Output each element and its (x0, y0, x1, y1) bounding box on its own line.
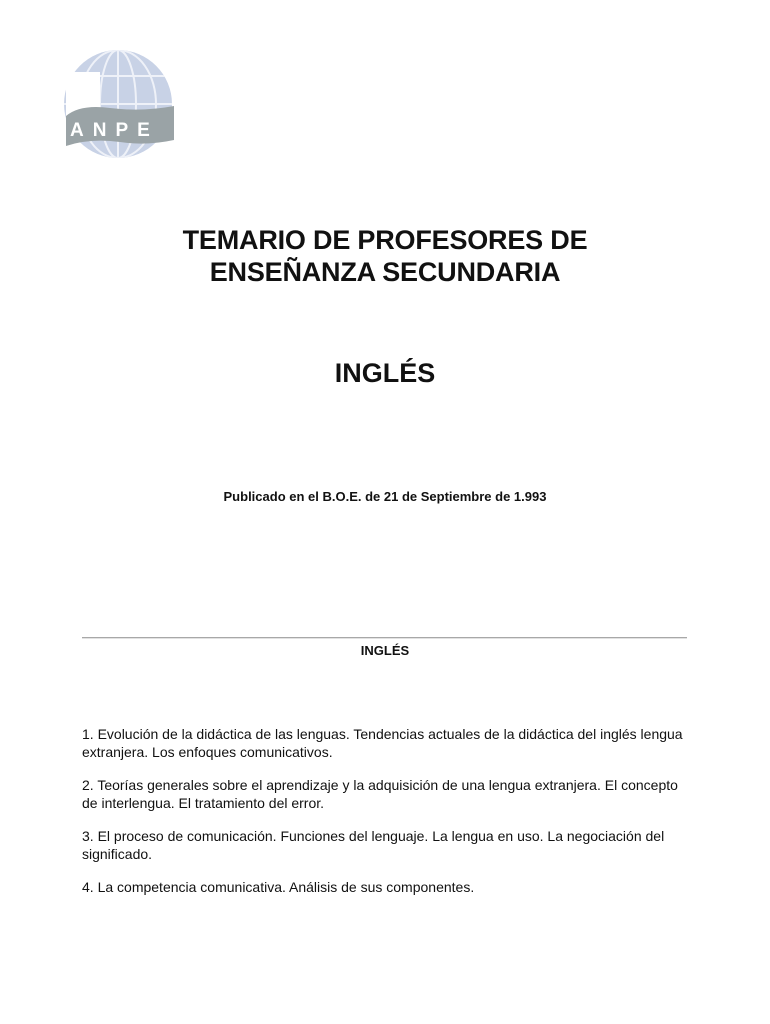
topic-item: 3. El proceso de comunicación. Funciones del lenguaje. La lengua en uso. La negociación del significado. (82, 828, 665, 862)
title-line-1: TEMARIO DE PROFESORES DE (182, 225, 588, 255)
globe-logo-icon (50, 42, 190, 168)
title-line-2: ENSEÑANZA SECUNDARIA (209, 257, 561, 287)
topic-list (82, 725, 687, 911)
anpe-logo (50, 42, 190, 168)
topic-item: 2. Teorías generales sobre el aprendizaje y la adquisición de una lengua extranjera. El concepto de interlengua. El tratamiento del error. (82, 777, 678, 811)
divider (82, 637, 687, 639)
subject-title: INGLÉS (334, 358, 436, 388)
topic-item: 4. La competencia comunicativa. Análisis de sus componentes. (82, 879, 475, 895)
section-heading: INGLÉS (360, 643, 410, 658)
logo-text: ANPE (70, 120, 159, 141)
page-title (0, 224, 770, 288)
topic-item: 1. Evolución de la didáctica de las lenguas. Tendencias actuales de la didáctica del inglés lengua extranjera. Los enfoques comunicativos. (82, 726, 683, 760)
publication-note: Publicado en el B.O.E. de 21 de Septiembre de 1.993 (223, 489, 547, 504)
